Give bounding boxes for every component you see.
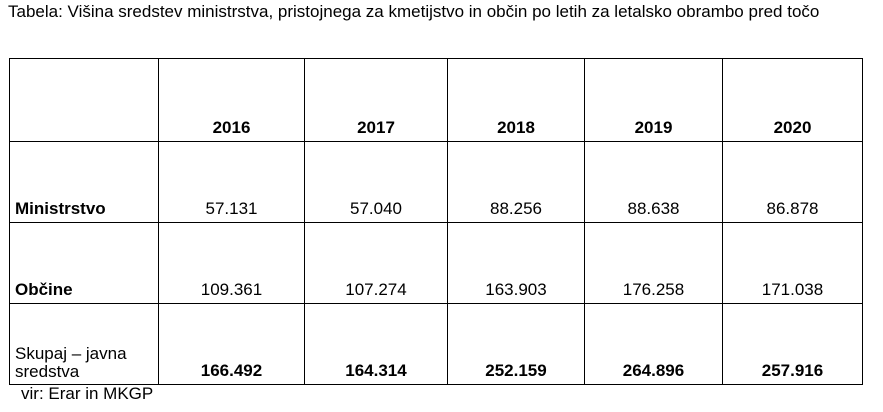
table-cell: 176.258 xyxy=(585,223,723,304)
table-cell: 107.274 xyxy=(305,223,448,304)
header-year-2020: 2020 xyxy=(723,59,863,142)
table-cell: 88.256 xyxy=(448,142,585,223)
table-cell: 252.159 xyxy=(448,304,585,385)
table-cell: 57.040 xyxy=(305,142,448,223)
table-cell: 88.638 xyxy=(585,142,723,223)
row-label: Skupaj – javna sredstva xyxy=(10,304,159,385)
table-cell: 164.314 xyxy=(305,304,448,385)
table-cell: 109.361 xyxy=(159,223,305,304)
funding-table xyxy=(9,58,863,385)
row-label: Ministrstvo xyxy=(10,142,159,223)
table-cell: 257.916 xyxy=(723,304,863,385)
header-year-2016: 2016 xyxy=(159,59,305,142)
table-cell: 166.492 xyxy=(159,304,305,385)
table-cell: 86.878 xyxy=(723,142,863,223)
table-row-skupaj xyxy=(10,304,863,385)
table-cell: 163.903 xyxy=(448,223,585,304)
source-note: vir: Erar in MKGP xyxy=(21,384,154,403)
table-cell: 171.038 xyxy=(723,223,863,304)
table-row-obcine xyxy=(10,223,863,304)
row-label: Občine xyxy=(10,223,159,304)
table-cell: 57.131 xyxy=(159,142,305,223)
header-cell-empty xyxy=(10,59,159,142)
table-caption: Tabela: Višina sredstev ministrstva, pristojnega za kmetijstvo in občin po letih za letalsko obrambo pred točo xyxy=(8,2,820,21)
header-year-2017: 2017 xyxy=(305,59,448,142)
table-row-ministrstvo xyxy=(10,142,863,223)
table-header-row xyxy=(10,59,863,142)
header-year-2019: 2019 xyxy=(585,59,723,142)
header-year-2018: 2018 xyxy=(448,59,585,142)
table-cell: 264.896 xyxy=(585,304,723,385)
